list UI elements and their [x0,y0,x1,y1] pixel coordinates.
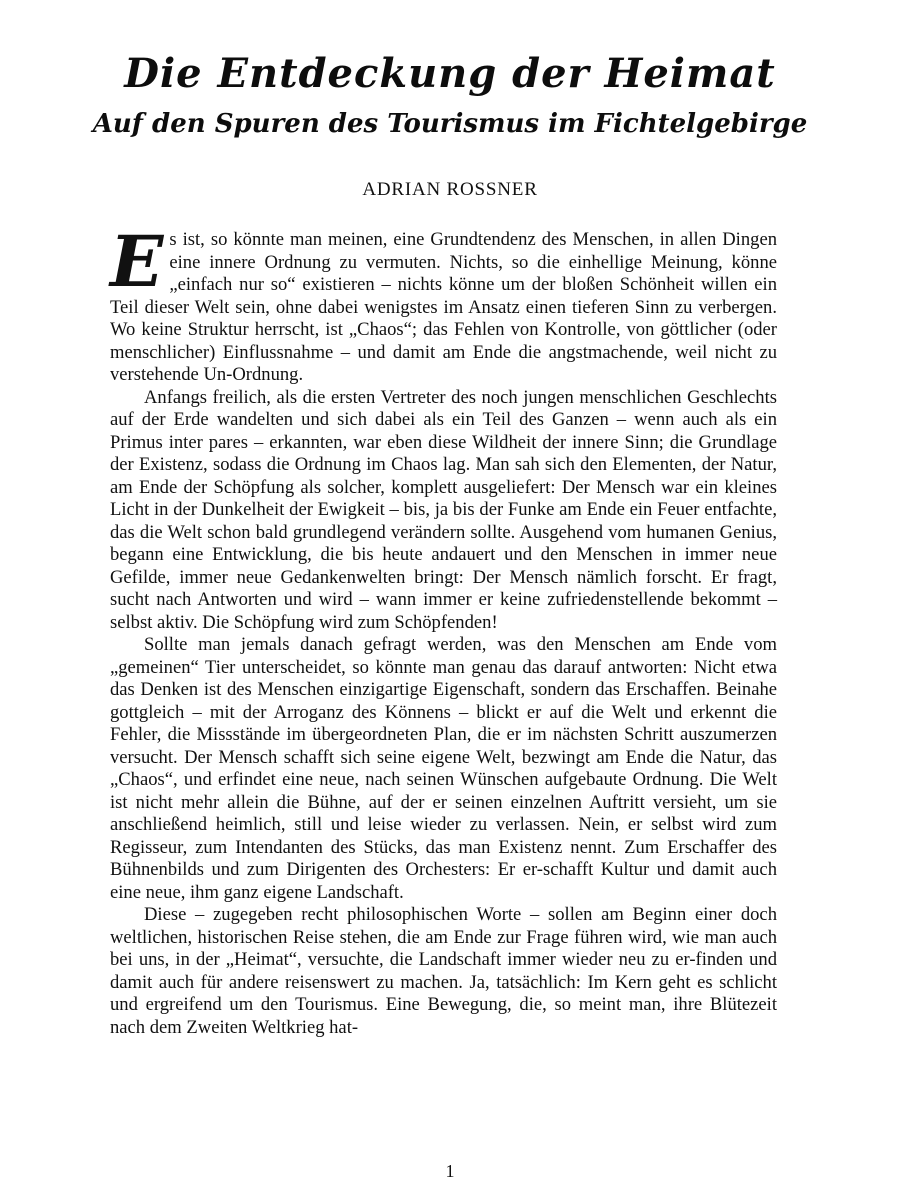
drop-cap: E [110,220,164,303]
paragraph-3: Sollte man jemals danach gefragt werden, was den Menschen am Ende vom „gemeinen“ Tier unterscheidet, so könnte man genau das darauf antworten: Nicht etwa das Denken ist des Menschen einzigartige Eigenschaft, sondern das Erschaffen. Beinahe gottgleich – mit der Arroganz des Könnens – blickt er auf die Welt und erkennt die Fehler, die Missstände im übergeordneten Plan, die er im nächsten Schritt auszumerzen versucht. Der Mensch schafft sich seine eigene Welt, bezwingt am Ende die Natur, das „Chaos“, und erfindet eine neue, nach seinen Wünschen aufgebaute Ordnung. Die Welt ist nicht mehr allein die Bühne, auf der er seinen einzelnen Auftritt versieht, um sie anschließend heimlich, still und leise wieder zu verlassen. Nein, er selbst wird zum Regisseur, zum Intendanten des Stücks, das man Existenz nennt. Zum Erschaffer des Bühnenbilds und zum Dirigenten des Orchesters: Er er-schafft Kultur und damit auch eine neue, ihm ganz eigene Landschaft. [110,634,777,903]
article-title: Die Entdeckung der Heimat [124,50,776,97]
page-number: 1 [445,1161,455,1181]
paragraph-1-text: s ist, so könnte man meinen, eine Grundtendenz des Menschen, in allen Dingen eine innere Ordnung zu vermuten. Nichts, so die einhellige Meinung, könne „einfach nur so“ existieren – nichts könne um der bloßen Schönheit willen ein Teil dieser Welt sein, ohne dabei wenigstes im Ansatz einen tieferen Sinn zu verbergen. Wo keine Struktur herrscht, ist „Chaos“; das Fehlen von Kontrolle, von göttlicher (oder menschlicher) Einflussnahme – und damit am Ende die angstmachende, weil nicht zu verstehende Un-Ordnung. [110,229,777,385]
article-body [110,220,777,1039]
paragraph-4: Diese – zugegeben recht philosophischen Worte – sollen am Beginn einer doch weltlichen, historischen Reise stehen, die am Ende zur Frage führen wird, wie man auch bei uns, in der „Heimat“, versuchte, die Landschaft immer wieder neu zu er-finden und damit auch für andere reisenswert zu machen. Ja, tatsächlich: Im Kern geht es schlicht und ergreifend um den Tourismus. Eine Bewegung, die, so meint man, ihre Blütezeit nach dem Zweiten Weltkrieg hat- [110,904,777,1038]
paragraph-1 [110,220,777,387]
article-subtitle: Auf den Spuren des Tourismus im Fichtelgebirge [92,109,808,139]
author-name: ADRIAN ROSSNER [362,179,538,200]
paragraph-2: Anfangs freilich, als die ersten Vertreter des noch jungen menschlichen Geschlechts auf der Erde wandelten und sich dabei als ein Teil des Ganzen – wenn auch als ein Primus inter pares – erkannten, war eben diese Wildheit der innere Sinn; die Grundlage der Existenz, sodass die Ordnung im Chaos lag. Man sah sich den Elementen, der Natur, am Ende der Schöpfung als solcher, komplett ausgeliefert: Der Mensch war ein kleines Licht in der Dunkelheit der Ewigkeit – bis, ja bis der Funke am Ende ein Feuer entfachte, das die Welt schon bald grundlegend verändern sollte. Ausgehend vom humanen Genius, begann eine Entwicklung, die bis heute andauert und den Menschen in immer neue Gefilde, immer neue Gedankenwelten bringt: Der Mensch nämlich forscht. Er fragt, sucht nach Antworten und wird – wann immer er keine zufriedenstellende bekommt – selbst aktiv. Die Schöpfung wird zum Schöpfenden! [110,386,777,633]
